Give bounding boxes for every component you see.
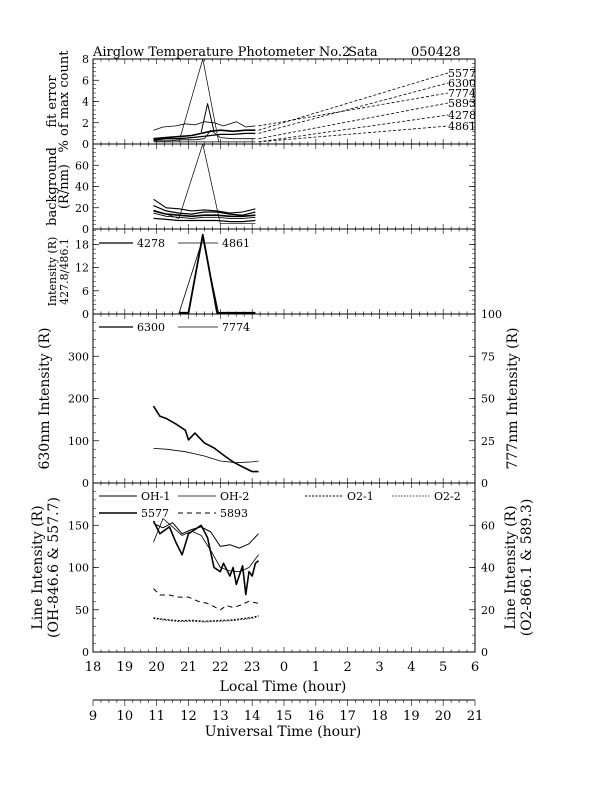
ut-tick-label: 12 [180,709,197,724]
y-tick-label: 18 [75,238,89,252]
ut-tick-label: 20 [434,709,452,724]
legend-label: 5577 [448,67,476,80]
panel-background [45,144,475,236]
local-time-tick-label: 20 [148,660,165,675]
legend-label-OH-1: OH-1 [141,490,171,503]
ut-tick-label: 11 [148,709,165,724]
y-tick-label: 200 [68,392,89,406]
ut-tick-label: 17 [339,709,356,724]
y-tick-label: 4 [82,95,89,109]
y-tick-label: 12 [75,261,89,275]
y-tick-label: 2 [82,116,89,130]
legend-label-6300: 6300 [137,321,165,334]
y-right-tick-label: 75 [481,350,495,364]
series-line-4861 [179,59,219,142]
site-name: Sata [348,45,378,60]
ut-tick-label: 16 [307,709,325,724]
y-right-tick-label: 50 [481,392,495,406]
local-time-tick-label: 4 [407,660,416,675]
panel-oi_630_777 [37,308,521,490]
y-right-tick-label: 100 [481,308,502,321]
series-line-6300 [154,406,259,472]
local-time-tick-label: 6 [470,660,480,675]
y-right-tick-label: 60 [481,519,495,533]
panel-frame [93,144,475,229]
legend-label: 6300 [448,77,476,90]
y-tick-label: 100 [68,434,89,448]
legend-label-4278: 4278 [137,237,165,250]
legend-label-7774: 7774 [222,321,250,334]
panel-frame [93,314,475,483]
y-tick-label: 100 [68,561,89,575]
y-tick-label: 0 [82,308,89,321]
y-right-axis-label: Line Intensity (R) [503,505,519,630]
y-right-tick-label: 25 [481,434,495,448]
panel-fit_error [45,50,476,153]
y-tick-label: 20 [75,201,89,215]
local-time-tick-label: 21 [180,660,197,675]
y-tick-label: 0 [82,646,89,659]
ut-tick-label: 15 [275,709,293,724]
legend-label: 7774 [448,87,476,100]
y-tick-label: 8 [82,53,89,66]
ut-tick-label: 14 [243,709,261,724]
y-tick-label: 0 [82,223,89,236]
legend-leader [259,83,448,133]
legend-leader [259,73,448,130]
ut-tick-label: 18 [371,709,388,724]
local-time-tick-label: 2 [343,660,352,675]
series-line-5577 [154,521,259,595]
local-time-tick-label: 19 [116,660,134,675]
local-time-tick-label: 18 [84,660,102,675]
series-line-7774 [154,122,256,131]
y-right-tick-label: 20 [481,603,495,617]
legend-label-5577: 5577 [141,507,169,520]
y-tick-label: 50 [75,603,89,617]
y-tick-label: 0 [82,477,89,490]
legend-label: 4861 [448,120,476,133]
y-axis-label: % of max count [57,50,72,153]
panel-frame [93,59,475,144]
local-time-tick-label: 23 [243,660,261,675]
ut-tick-label: 13 [212,709,229,724]
y-tick-label: 6 [82,74,89,88]
panel-line_intensity [30,483,535,659]
y-right-axis-label: 777nm Intensity (R) [505,327,521,470]
ut-tick-label: 21 [466,709,484,724]
figure-title: Airglow Temperature Photometer No.2 [93,45,351,60]
y-axis-label: 630nm Intensity (R) [37,327,53,470]
y-axis-label: (OH-846.6 & 557.7) [46,497,62,638]
series-line-5893 [154,589,259,610]
local-time-tick-label: 0 [279,660,289,675]
panel-stack [30,50,535,659]
series-line-7774 [154,448,259,462]
legend-label: 4278 [448,109,476,122]
y-tick-label: 300 [68,350,89,364]
y-right-axis-label: (O2-866.1 & 589.3) [519,498,535,637]
y-tick-label: 150 [68,519,89,533]
local-time-label: Local Time (hour) [219,679,347,695]
universal-time-label: Universal Time (hour) [204,724,362,740]
local-time-tick-label: 5 [439,660,448,675]
date-label: 050428 [411,45,461,60]
y-tick-label: 6 [82,284,89,298]
y-axis-label: background [45,147,60,226]
local-time-tick-label: 1 [311,660,320,675]
y-axis-label: Intensity (R) [46,236,59,307]
legend-label-4861: 4861 [222,237,250,250]
y-axis-label: Line Intensity (R) [30,505,46,630]
legend-label-OH-2: OH-2 [220,490,250,503]
y-tick-label: 60 [75,159,89,173]
legend-label-5893: 5893 [220,507,248,520]
series-line-6300 [154,218,256,221]
local-time-tick-label: 3 [375,660,384,675]
local-time-tick-label: 22 [212,660,229,675]
ut-tick-label: 9 [88,709,98,724]
y-axis-label: (R/nm) [57,163,72,210]
panel-n2_hbeta [46,229,475,321]
y-tick-label: 40 [75,180,89,194]
legend-label-O2-1: O2-1 [347,490,374,503]
y-axis-label: fit error [45,75,60,128]
ut-tick-label: 10 [116,709,134,724]
y-tick-label: 0 [82,138,89,151]
y-right-tick-label: 0 [481,646,488,659]
legend-label: 5893 [448,97,476,110]
y-right-tick-label: 40 [481,561,495,575]
y-right-tick-label: 0 [481,477,488,490]
y-axis-label: 427.8/486.1 [58,238,71,305]
legend-label-O2-2: O2-2 [434,490,461,503]
ut-tick-label: 19 [403,709,420,724]
